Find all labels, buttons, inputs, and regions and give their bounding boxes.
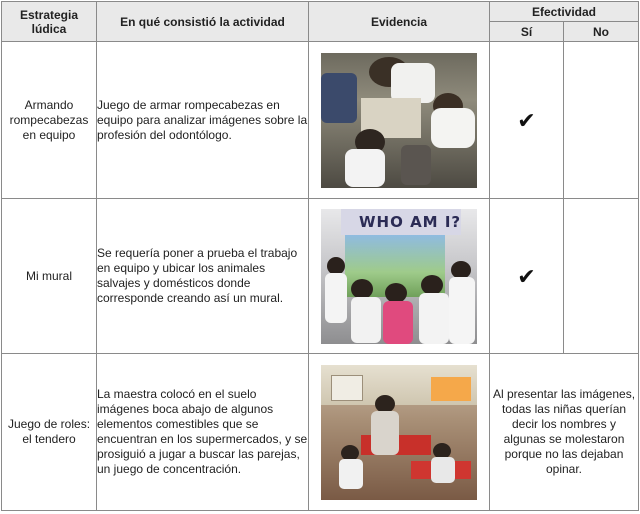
table-row	[2, 354, 639, 511]
header-activity: En qué consistió la actividad	[97, 2, 309, 42]
table-row	[2, 42, 639, 199]
no-cell	[564, 42, 639, 199]
photo-children-puzzle	[321, 53, 477, 188]
header-yes: Sí	[490, 22, 564, 42]
activity-cell: La maestra colocó en el suelo imágenes boca abajo de algunos elementos comestibles que se encuentran en los supermercados, y se prosiguió a jugar a buscar las parejas, un juego de concentración.	[97, 354, 309, 511]
no-cell	[564, 199, 639, 354]
yes-check-icon: ✔	[490, 42, 564, 199]
effectiveness-note: Al presentar las imágenes, todas las niñas querían decir los nombres y algunas se molestaron porque no las dejaban opinar.	[490, 354, 639, 511]
strategy-cell: Mi mural	[2, 199, 97, 354]
activity-table	[1, 1, 639, 511]
strategy-cell: Armando rompecabezas en equipo	[2, 42, 97, 199]
evidence-cell	[309, 354, 490, 511]
header-no: No	[564, 22, 639, 42]
photo-children-mural	[321, 209, 477, 344]
yes-check-icon: ✔	[490, 199, 564, 354]
header-strategy: Estrategia lúdica	[2, 2, 97, 42]
strategy-cell: Juego de roles: el tendero	[2, 354, 97, 511]
evidence-cell	[309, 199, 490, 354]
table-row	[2, 199, 639, 354]
header-evidence: Evidencia	[309, 2, 490, 42]
evidence-cell	[309, 42, 490, 199]
activity-cell: Juego de armar rompecabezas en equipo para analizar imágenes sobre la profesión del odontólogo.	[97, 42, 309, 199]
photo-classroom	[321, 365, 477, 500]
activity-cell: Se requería poner a prueba el trabajo en equipo y ubicar los animales salvajes y domésticos donde corresponde creando así un mural.	[97, 199, 309, 354]
mural-title-text: WHO AM I?	[359, 212, 462, 231]
header-effectiveness: Efectividad	[490, 2, 639, 22]
